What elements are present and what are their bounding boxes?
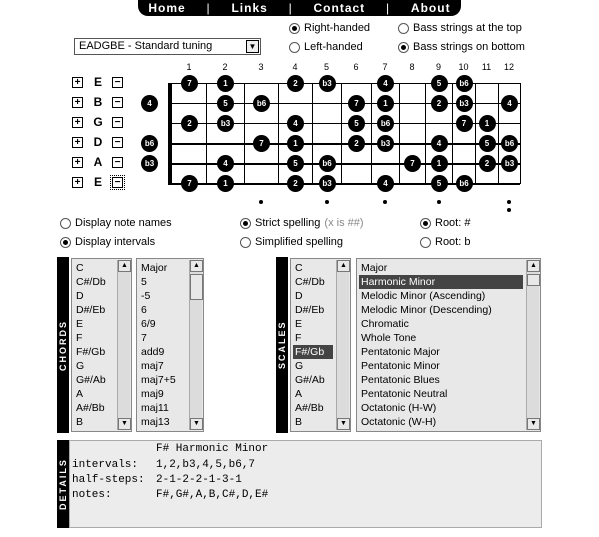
fret-note[interactable]: b3 (377, 135, 394, 152)
scroll-up-icon[interactable]: ▲ (337, 260, 350, 272)
details-title: F# Harmonic Minor (156, 443, 269, 455)
scale-root-item[interactable]: A (295, 388, 303, 400)
scale-type-item[interactable]: Octatonic (H-W) (361, 402, 437, 414)
nav-separator: | (206, 1, 211, 15)
chords-panel-label: CHORDS (57, 257, 69, 433)
fret-note[interactable]: b6 (456, 75, 473, 92)
fret-note[interactable]: 2 (287, 75, 304, 92)
display-intervals-radio[interactable] (60, 236, 155, 248)
fret-number: 11 (481, 62, 492, 72)
left-handed-label: Left-handed (304, 41, 363, 53)
fret-position-marker (437, 200, 441, 204)
scale-root-item[interactable]: G#/Ab (295, 374, 325, 386)
fret-note[interactable]: 4 (501, 95, 518, 112)
fret-note[interactable]: 4 (377, 75, 394, 92)
fret-note[interactable]: 4 (287, 115, 304, 132)
fret-note[interactable]: 7 (181, 175, 198, 192)
fret-position-marker (507, 208, 511, 212)
display-note-names-label: Display note names (75, 217, 172, 229)
scale-root-items (293, 261, 333, 429)
fret-note[interactable]: 1 (217, 175, 234, 192)
fret-note[interactable]: 5 (431, 75, 448, 92)
fret-note[interactable]: 5 (217, 95, 234, 112)
scrollbar[interactable] (336, 260, 349, 430)
chord-type-item[interactable]: maj13 (141, 416, 170, 428)
fret-note[interactable]: 2 (348, 135, 365, 152)
scale-root-item[interactable]: F (295, 332, 302, 344)
scroll-up-icon[interactable]: ▲ (527, 260, 540, 272)
radio-indicator (420, 237, 431, 248)
chord-type-item[interactable]: 5 (141, 276, 147, 288)
fret-number: 8 (409, 62, 415, 72)
scroll-thumb[interactable] (190, 274, 203, 300)
scale-root-item[interactable]: E (295, 318, 303, 330)
string-lower-button[interactable]: − (112, 157, 123, 168)
notes-label: notes: (72, 489, 112, 501)
fret-note[interactable]: b3 (456, 95, 473, 112)
open-string-note[interactable]: b6 (141, 135, 158, 152)
fret-number: 7 (382, 62, 388, 72)
radio-indicator (240, 218, 251, 229)
fret-number: 6 (353, 62, 359, 72)
scale-type-item[interactable]: Whole Tone (361, 332, 417, 344)
chord-root-item[interactable]: C#/Db (76, 276, 106, 288)
chord-root-item[interactable]: E (76, 318, 84, 330)
fret-wire (371, 83, 372, 184)
fret-number: 1 (186, 62, 192, 72)
fret-note[interactable]: 7 (181, 75, 198, 92)
fret-note[interactable]: 7 (456, 115, 473, 132)
details-panel (69, 440, 542, 528)
details-panel-label: DETAILS (57, 440, 69, 528)
fretboard-nut (168, 83, 172, 184)
display-intervals-label: Display intervals (75, 236, 156, 248)
scale-type-list[interactable] (356, 258, 541, 432)
scale-root-list[interactable] (290, 258, 351, 432)
fret-number: 4 (292, 62, 298, 72)
fret-note[interactable]: 4 (217, 155, 234, 172)
chord-root-item[interactable]: G (76, 360, 85, 372)
fret-wire (520, 83, 521, 184)
fret-note[interactable]: 4 (431, 135, 448, 152)
scroll-up-icon[interactable]: ▲ (190, 260, 203, 272)
fret-note[interactable]: b3 (319, 175, 336, 192)
fret-position-marker (383, 200, 387, 204)
nav-home[interactable]: Home (148, 1, 186, 15)
fret-wire (278, 83, 279, 184)
bass-bottom-label: Bass strings on bottom (413, 41, 525, 53)
chord-root-item[interactable]: A#/Bb (76, 402, 105, 414)
fret-note[interactable]: 5 (287, 155, 304, 172)
string-raise-button[interactable]: + (72, 177, 83, 188)
fret-note[interactable]: b6 (377, 115, 394, 132)
scale-type-item[interactable]: Melodic Minor (Descending) (361, 304, 492, 316)
fret-note[interactable]: 7 (253, 135, 270, 152)
scale-root-item[interactable]: C#/Db (295, 276, 325, 288)
fret-wire (475, 83, 476, 184)
fret-note[interactable]: 1 (479, 115, 496, 132)
chord-root-items (74, 261, 114, 429)
scale-type-item[interactable]: Pentatonic Minor (361, 360, 440, 372)
fret-note[interactable]: 1 (217, 75, 234, 92)
scroll-up-icon[interactable]: ▲ (118, 260, 131, 272)
fret-note[interactable]: b6 (456, 175, 473, 192)
intervals-label: intervals: (72, 459, 139, 471)
string-name: E (93, 75, 102, 89)
fret-position-marker (325, 200, 329, 204)
chord-root-item[interactable]: C (76, 262, 84, 274)
fret-wire (206, 83, 207, 184)
fret-number: 9 (435, 62, 441, 72)
scale-type-items (359, 261, 523, 429)
chord-type-items (139, 261, 186, 429)
chord-root-item[interactable]: F#/Gb (76, 346, 106, 358)
scale-root-item[interactable]: D#/Eb (295, 304, 325, 316)
fret-note[interactable]: 2 (287, 175, 304, 192)
chord-type-item[interactable]: maj7+5 (141, 374, 176, 386)
scale-root-item[interactable]: F#/Gb (293, 345, 333, 359)
half-steps-value: 2-1-2-2-1-3-1 (156, 474, 242, 486)
nav-links[interactable]: Links (231, 1, 268, 15)
string-raise-button[interactable]: + (72, 137, 83, 148)
simplified-spelling-radio[interactable] (240, 236, 343, 248)
fret-number: 10 (458, 62, 469, 72)
root-flat-radio[interactable] (420, 236, 470, 248)
chord-root-item[interactable]: A (76, 388, 84, 400)
chord-type-item[interactable]: maj9 (141, 388, 164, 400)
fret-note[interactable]: b3 (501, 155, 518, 172)
simplified-spelling-label: Simplified spelling (255, 236, 344, 248)
chord-root-list[interactable] (71, 258, 132, 432)
scroll-down-icon[interactable]: ▼ (118, 418, 131, 430)
nav-separator: | (288, 1, 293, 15)
chord-type-item[interactable]: -5 (141, 290, 151, 302)
fret-note[interactable]: b6 (253, 95, 270, 112)
fret-wire (312, 83, 313, 184)
fret-note[interactable]: 7 (348, 95, 365, 112)
scrollbar[interactable] (189, 260, 202, 430)
fret-number: 2 (222, 62, 228, 72)
chevron-down-icon[interactable]: ▼ (246, 40, 259, 53)
scale-type-item[interactable]: Melodic Minor (Ascending) (361, 290, 486, 302)
scale-root-item[interactable]: A#/Bb (295, 402, 324, 414)
string-name: B (93, 95, 103, 109)
root-flat-label: Root: b (435, 236, 471, 248)
chord-type-item[interactable]: maj11 (141, 402, 169, 414)
radio-indicator (60, 237, 71, 248)
fret-wire (452, 83, 453, 184)
fret-number: 12 (503, 62, 514, 72)
chord-type-item[interactable]: add9 (141, 346, 165, 358)
scroll-down-icon[interactable]: ▼ (190, 418, 203, 430)
fret-note[interactable]: b6 (319, 155, 336, 172)
scale-type-item[interactable]: Chromatic (361, 318, 409, 330)
string-lower-button[interactable]: − (112, 77, 123, 88)
display-note-names-radio[interactable] (60, 217, 172, 229)
scale-type-item[interactable]: Pentatonic Major (361, 346, 440, 358)
radio-indicator (60, 218, 71, 229)
bass-top-label: Bass strings at the top (413, 22, 522, 34)
fret-note[interactable]: 4 (377, 175, 394, 192)
scale-root-item[interactable]: C (295, 262, 303, 274)
fret-note[interactable]: b6 (501, 135, 518, 152)
scale-root-item[interactable]: G (295, 360, 304, 372)
strict-spelling-radio[interactable] (240, 217, 364, 229)
scale-type-item[interactable]: Major (361, 262, 388, 274)
fret-note[interactable]: 1 (287, 135, 304, 152)
string-lower-button[interactable]: − (112, 177, 123, 188)
scale-type-item[interactable]: Pentatonic Neutral (361, 388, 448, 400)
fret-wire (498, 83, 499, 184)
chord-root-item[interactable]: D (76, 290, 84, 302)
scale-root-item[interactable]: B (295, 416, 303, 428)
open-string-note[interactable]: b3 (141, 155, 158, 172)
scale-type-item[interactable]: Octatonic (W-H) (361, 416, 437, 428)
fret-note[interactable]: b3 (319, 75, 336, 92)
fret-position-marker (507, 200, 511, 204)
nav-about[interactable]: About (410, 1, 451, 15)
fret-note[interactable]: 7 (404, 155, 421, 172)
chord-root-item[interactable]: D#/Eb (76, 304, 106, 316)
fret-note[interactable]: 5 (479, 135, 496, 152)
string-lower-button[interactable]: − (112, 97, 123, 108)
fret-note[interactable]: 2 (181, 115, 198, 132)
root-sharp-label: Root: # (435, 217, 471, 229)
string-name: D (93, 135, 103, 149)
chord-root-item[interactable]: F (76, 332, 83, 344)
intervals-value: 1,2,b3,4,5,b6,7 (156, 459, 256, 471)
notes-value: F#,G#,A,B,C#,D,E# (156, 489, 269, 501)
fret-wire (341, 83, 342, 184)
fret-note[interactable]: 2 (479, 155, 496, 172)
chord-root-item[interactable]: B (76, 416, 84, 428)
chord-type-list[interactable] (136, 258, 204, 432)
fret-note[interactable]: 5 (431, 175, 448, 192)
scroll-down-icon[interactable]: ▼ (527, 418, 540, 430)
root-sharp-radio[interactable] (420, 217, 470, 229)
fret-position-marker (259, 200, 263, 204)
string-name: E (93, 175, 102, 189)
strict-spelling-hint: (x is ##) (324, 217, 364, 229)
string-raise-button[interactable]: + (72, 97, 83, 108)
string-raise-button[interactable]: + (72, 77, 83, 88)
scrollbar[interactable] (526, 260, 539, 430)
string-lower-button[interactable]: − (112, 117, 123, 128)
string-name: A (93, 155, 103, 169)
right-handed-label: Right-handed (304, 22, 371, 34)
open-string-note[interactable]: 4 (141, 95, 158, 112)
fret-number: 3 (258, 62, 264, 72)
chord-type-item[interactable]: 6 (141, 304, 147, 316)
scales-panel-label: SCALES (276, 257, 288, 433)
string-lower-button[interactable]: − (112, 137, 123, 148)
fret-note[interactable]: 2 (431, 95, 448, 112)
fret-note[interactable]: 1 (377, 95, 394, 112)
scale-root-item[interactable]: D (295, 290, 303, 302)
fret-note[interactable]: b3 (217, 115, 234, 132)
fret-wire (244, 83, 245, 184)
fret-note[interactable]: 5 (348, 115, 365, 132)
chord-type-item[interactable]: maj7 (141, 360, 164, 372)
radio-indicator (240, 237, 251, 248)
scale-type-item[interactable]: Harmonic Minor (359, 275, 523, 289)
chord-type-item[interactable]: 6/9 (141, 318, 156, 330)
fret-wire (399, 83, 400, 184)
tuning-value: EADGBE - Standard tuning (79, 40, 213, 52)
fret-wire (425, 83, 426, 184)
chord-type-item[interactable]: Major (141, 262, 168, 274)
radio-indicator (420, 218, 431, 229)
string-name: G (93, 115, 103, 129)
strict-spelling-label: Strict spelling (255, 217, 321, 229)
chord-root-item[interactable]: G#/Ab (76, 374, 106, 386)
half-steps-label: half-steps: (72, 474, 145, 486)
scroll-down-icon[interactable]: ▼ (337, 418, 350, 430)
nav-separator: | (385, 1, 391, 15)
scroll-thumb[interactable] (527, 274, 540, 286)
fretboard (0, 0, 599, 215)
scrollbar[interactable] (117, 260, 130, 430)
scale-type-item[interactable]: Pentatonic Blues (361, 374, 440, 386)
fret-number: 5 (323, 62, 329, 72)
guitar-string (168, 143, 520, 145)
string-raise-button[interactable]: + (72, 117, 83, 128)
chord-type-item[interactable]: 7 (141, 332, 147, 344)
string-raise-button[interactable]: + (72, 157, 83, 168)
fret-note[interactable]: 1 (431, 155, 448, 172)
nav-contact[interactable]: Contact (313, 1, 366, 15)
